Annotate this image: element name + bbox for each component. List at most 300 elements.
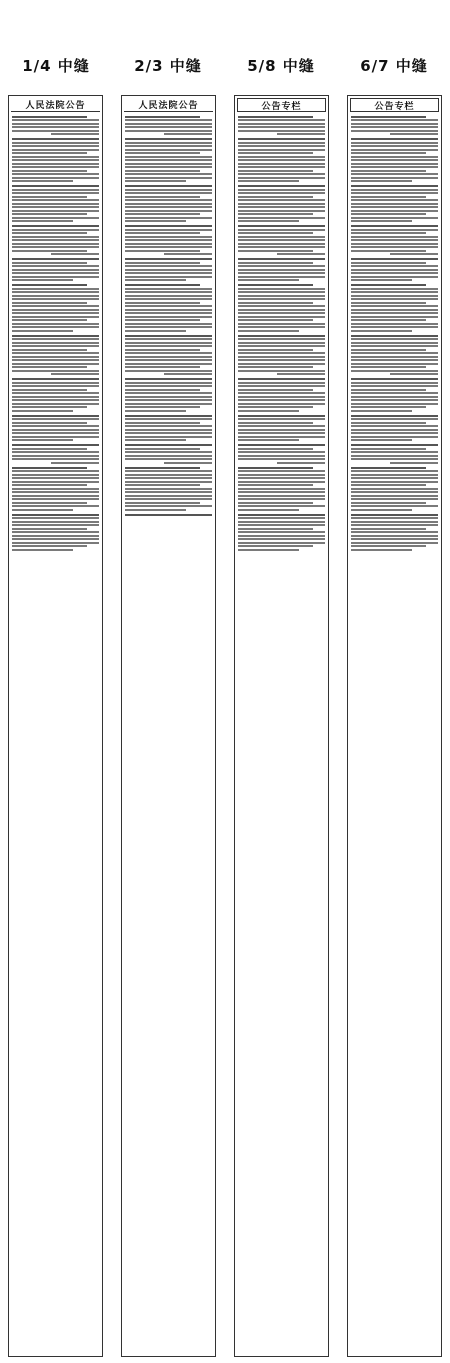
text-line (238, 323, 325, 325)
text-line (351, 220, 412, 222)
text-line (125, 370, 212, 372)
text-line (351, 498, 438, 500)
text-line (125, 149, 212, 151)
text-line (351, 316, 438, 318)
text-line (12, 163, 99, 165)
column-5-8 (234, 95, 329, 1357)
text-line (12, 406, 87, 408)
text-line (238, 119, 325, 121)
text-line (12, 177, 99, 179)
text-line (12, 378, 99, 380)
notice-block (351, 444, 438, 464)
label-5-8: 5/8 中缝 (247, 57, 315, 75)
text-line (351, 406, 426, 408)
text-line (125, 432, 212, 434)
text-line (238, 206, 325, 208)
text-line (125, 323, 212, 325)
text-line (238, 542, 325, 544)
notice-block (238, 378, 325, 412)
text-line (125, 439, 186, 441)
text-line (125, 444, 212, 446)
text-line (12, 455, 99, 457)
text-line (125, 189, 212, 191)
text-line (351, 538, 438, 540)
text-line (125, 330, 186, 332)
text-line (351, 422, 426, 424)
text-line (351, 276, 438, 278)
text-line (351, 116, 426, 118)
text-line (351, 429, 438, 431)
text-line (12, 152, 87, 154)
text-line (351, 295, 438, 297)
text-line (351, 123, 438, 125)
text-line (351, 488, 438, 490)
text-line (125, 338, 212, 340)
text-line (351, 269, 438, 271)
text-line (125, 396, 212, 398)
text-line (12, 389, 87, 391)
text-line (238, 498, 325, 500)
text-line (238, 262, 313, 264)
text-line (351, 265, 438, 267)
text-line (351, 458, 438, 460)
text-line (125, 326, 212, 328)
text-line (12, 474, 99, 476)
text-line (238, 305, 325, 307)
text-line (12, 265, 99, 267)
text-line (238, 524, 325, 526)
text-line (12, 535, 99, 537)
text-line (238, 455, 325, 457)
text-line (351, 177, 438, 179)
text-line (12, 549, 73, 551)
text-line (125, 288, 212, 290)
text-line (12, 213, 87, 215)
text-line (238, 145, 325, 147)
text-line (12, 436, 99, 438)
text-line (351, 250, 426, 252)
text-line (351, 349, 426, 351)
text-line (12, 363, 99, 365)
text-line (12, 302, 87, 304)
text-line (238, 220, 299, 222)
text-line (12, 521, 99, 523)
text-line (351, 225, 438, 227)
text-line (238, 474, 325, 476)
text-line (125, 363, 212, 365)
text-line (351, 262, 426, 264)
text-line (12, 206, 99, 208)
text-line (12, 505, 99, 507)
text-line (125, 291, 212, 293)
text-line (125, 342, 212, 344)
notice-block (12, 138, 99, 182)
notice-block (238, 415, 325, 442)
text-line (238, 291, 325, 293)
notice-block (238, 467, 325, 511)
notice-block (238, 335, 325, 376)
text-line (351, 517, 438, 519)
text-line (12, 316, 99, 318)
text-line (12, 458, 99, 460)
text-line (51, 462, 99, 464)
text-line (238, 378, 325, 380)
text-line (351, 535, 438, 537)
text-line (125, 196, 200, 198)
text-line (238, 549, 299, 551)
text-line (125, 505, 212, 507)
text-line (12, 258, 99, 260)
text-line (125, 116, 200, 118)
text-line (351, 542, 438, 544)
text-line (12, 514, 99, 516)
text-line (351, 284, 426, 286)
text-line (12, 119, 99, 121)
text-line (238, 538, 325, 540)
text-line (238, 236, 325, 238)
text-line (238, 418, 325, 420)
notice-block (238, 258, 325, 281)
text-line (238, 173, 325, 175)
text-line (351, 239, 438, 241)
text-line (277, 253, 325, 255)
notice-block (12, 415, 99, 442)
text-line (351, 272, 438, 274)
text-line (351, 436, 438, 438)
text-line (125, 279, 186, 281)
notice-block (351, 415, 438, 442)
text-line (125, 366, 200, 368)
text-line (351, 505, 438, 507)
text-line (238, 258, 325, 260)
text-line (125, 385, 212, 387)
notice-block (12, 514, 99, 551)
text-line (125, 203, 212, 205)
text-line (12, 531, 99, 533)
text-line (51, 253, 99, 255)
text-line (125, 262, 200, 264)
text-line (351, 403, 438, 405)
text-line (125, 302, 200, 304)
text-line (238, 239, 325, 241)
notice-block (351, 284, 438, 332)
text-line (351, 410, 412, 412)
text-line (238, 272, 325, 274)
text-line (238, 477, 325, 479)
notice-block (12, 258, 99, 281)
notice-block (125, 467, 212, 511)
text-line (12, 130, 99, 132)
text-line (351, 366, 426, 368)
text-line (125, 335, 212, 337)
text-line (12, 305, 99, 307)
text-line (351, 326, 438, 328)
text-line (125, 156, 212, 158)
text-line (12, 291, 99, 293)
text-line (12, 156, 99, 158)
text-line (238, 342, 325, 344)
text-line (351, 378, 438, 380)
notice-block (238, 225, 325, 255)
text-line (12, 356, 99, 358)
text-line (351, 229, 438, 231)
text-line (125, 378, 212, 380)
notice-block (351, 116, 438, 136)
text-line (238, 126, 325, 128)
text-line (351, 203, 438, 205)
text-line (125, 142, 212, 144)
text-line (12, 385, 99, 387)
text-line (12, 524, 99, 526)
text-line (390, 253, 438, 255)
column-6-7 (347, 95, 442, 1357)
text-line (351, 549, 412, 551)
notice-block (351, 185, 438, 222)
text-line (12, 220, 73, 222)
text-line (125, 229, 212, 231)
text-line (238, 199, 325, 201)
label-2-3: 2/3 中缝 (134, 57, 202, 75)
text-line (12, 342, 99, 344)
text-line (238, 495, 325, 497)
text-line (12, 415, 99, 417)
text-line (125, 345, 212, 347)
text-line (12, 439, 73, 441)
text-line (238, 491, 325, 493)
text-line (12, 538, 99, 540)
text-line (238, 166, 325, 168)
text-line (238, 229, 325, 231)
text-line (351, 382, 438, 384)
text-line (351, 189, 438, 191)
text-line (238, 410, 299, 412)
text-line (125, 258, 212, 260)
text-line (351, 206, 438, 208)
text-line (125, 119, 212, 121)
text-line (12, 276, 99, 278)
text-line (12, 352, 99, 354)
text-line (12, 349, 87, 351)
text-line (12, 295, 99, 297)
text-line (12, 269, 99, 271)
text-line (238, 246, 325, 248)
text-line (12, 509, 73, 511)
text-line (125, 269, 212, 271)
text-line (12, 481, 99, 483)
text-line (125, 356, 212, 358)
column-body (9, 112, 102, 556)
text-line (238, 352, 325, 354)
text-line (12, 123, 99, 125)
text-line (351, 418, 438, 420)
text-line (125, 382, 212, 384)
text-line (12, 451, 99, 453)
notice-block (238, 138, 325, 182)
text-line (351, 345, 438, 347)
text-line (12, 189, 99, 191)
text-line (238, 302, 313, 304)
text-line (238, 152, 313, 154)
text-line (12, 298, 99, 300)
text-line (351, 385, 438, 387)
text-line (238, 279, 299, 281)
text-line (12, 149, 99, 151)
text-line (351, 514, 438, 516)
text-line (125, 455, 212, 457)
text-line (238, 429, 325, 431)
text-line (351, 180, 412, 182)
text-line (238, 250, 313, 252)
text-line (12, 196, 87, 198)
text-line (125, 250, 200, 252)
text-line (125, 166, 212, 168)
text-line (125, 152, 200, 154)
text-line (12, 243, 99, 245)
text-line (351, 130, 438, 132)
text-line (238, 185, 325, 187)
text-line (164, 253, 212, 255)
text-line (351, 185, 438, 187)
text-line (238, 444, 325, 446)
text-line (351, 173, 438, 175)
text-line (125, 352, 212, 354)
text-line (238, 180, 299, 182)
text-line (351, 192, 438, 194)
text-line (125, 177, 212, 179)
notice-block (351, 258, 438, 281)
text-line (12, 225, 99, 227)
column-header: 人民法院公告 (124, 98, 213, 112)
text-line (125, 470, 212, 472)
text-line (238, 192, 325, 194)
text-line (125, 225, 212, 227)
text-line (12, 425, 99, 427)
text-line (238, 170, 313, 172)
text-line (238, 481, 325, 483)
text-line (125, 509, 186, 511)
text-line (125, 451, 212, 453)
text-line (238, 528, 313, 530)
label-1-4: 1/4 中缝 (22, 57, 90, 75)
notice-block (12, 467, 99, 511)
text-line (238, 517, 325, 519)
notice-block (125, 335, 212, 376)
text-line (351, 145, 438, 147)
text-line (238, 467, 313, 469)
text-line (351, 142, 438, 144)
text-line (12, 126, 99, 128)
notice-block (351, 225, 438, 255)
text-line (351, 159, 438, 161)
text-line (238, 396, 325, 398)
text-line (351, 356, 438, 358)
text-line (125, 349, 200, 351)
text-line (12, 429, 99, 431)
text-line (125, 265, 212, 267)
text-line (351, 467, 426, 469)
text-line (351, 509, 412, 511)
text-line (238, 309, 325, 311)
text-line (238, 149, 325, 151)
text-line (238, 338, 325, 340)
text-line (125, 236, 212, 238)
text-line (125, 210, 212, 212)
text-line (238, 276, 325, 278)
notice-block (12, 284, 99, 332)
text-line (12, 170, 87, 172)
notice-block (238, 284, 325, 332)
text-line (238, 406, 313, 408)
text-line (277, 373, 325, 375)
text-line (351, 342, 438, 344)
text-line (12, 138, 99, 140)
text-line (238, 217, 325, 219)
text-line (125, 477, 212, 479)
text-line (238, 389, 313, 391)
text-line (125, 126, 212, 128)
text-line (125, 406, 200, 408)
text-line (12, 246, 99, 248)
text-line (12, 312, 99, 314)
text-line (12, 288, 99, 290)
text-line (238, 422, 313, 424)
text-line (12, 491, 99, 493)
notice-block (238, 514, 325, 551)
text-line (238, 196, 313, 198)
text-line (238, 425, 325, 427)
text-line (12, 323, 99, 325)
text-line (351, 470, 438, 472)
text-line (351, 396, 438, 398)
text-line (164, 373, 212, 375)
text-line (238, 243, 325, 245)
text-line (351, 166, 438, 168)
text-line (12, 484, 87, 486)
text-line (351, 279, 412, 281)
text-line (390, 133, 438, 135)
text-line (351, 199, 438, 201)
text-line (125, 284, 200, 286)
notice-block (238, 185, 325, 222)
text-line (125, 488, 212, 490)
notice-block (351, 378, 438, 412)
text-line (125, 243, 212, 245)
text-line (12, 396, 99, 398)
text-line (51, 373, 99, 375)
text-line (12, 173, 99, 175)
notice-block (238, 116, 325, 136)
column-1-4 (8, 95, 103, 1357)
text-line (12, 498, 99, 500)
text-line (12, 359, 99, 361)
notice-block (351, 467, 438, 511)
text-line (51, 133, 99, 135)
text-line (125, 305, 212, 307)
label-6-7: 6/7 中缝 (360, 57, 428, 75)
text-line (351, 298, 438, 300)
text-line (238, 382, 325, 384)
text-line (351, 236, 438, 238)
text-line (12, 517, 99, 519)
text-line (12, 399, 99, 401)
text-line (12, 444, 99, 446)
notice-block (125, 514, 212, 516)
text-line (125, 458, 212, 460)
text-line (125, 514, 212, 516)
text-line (277, 462, 325, 464)
text-line (351, 439, 412, 441)
text-line (125, 467, 200, 469)
